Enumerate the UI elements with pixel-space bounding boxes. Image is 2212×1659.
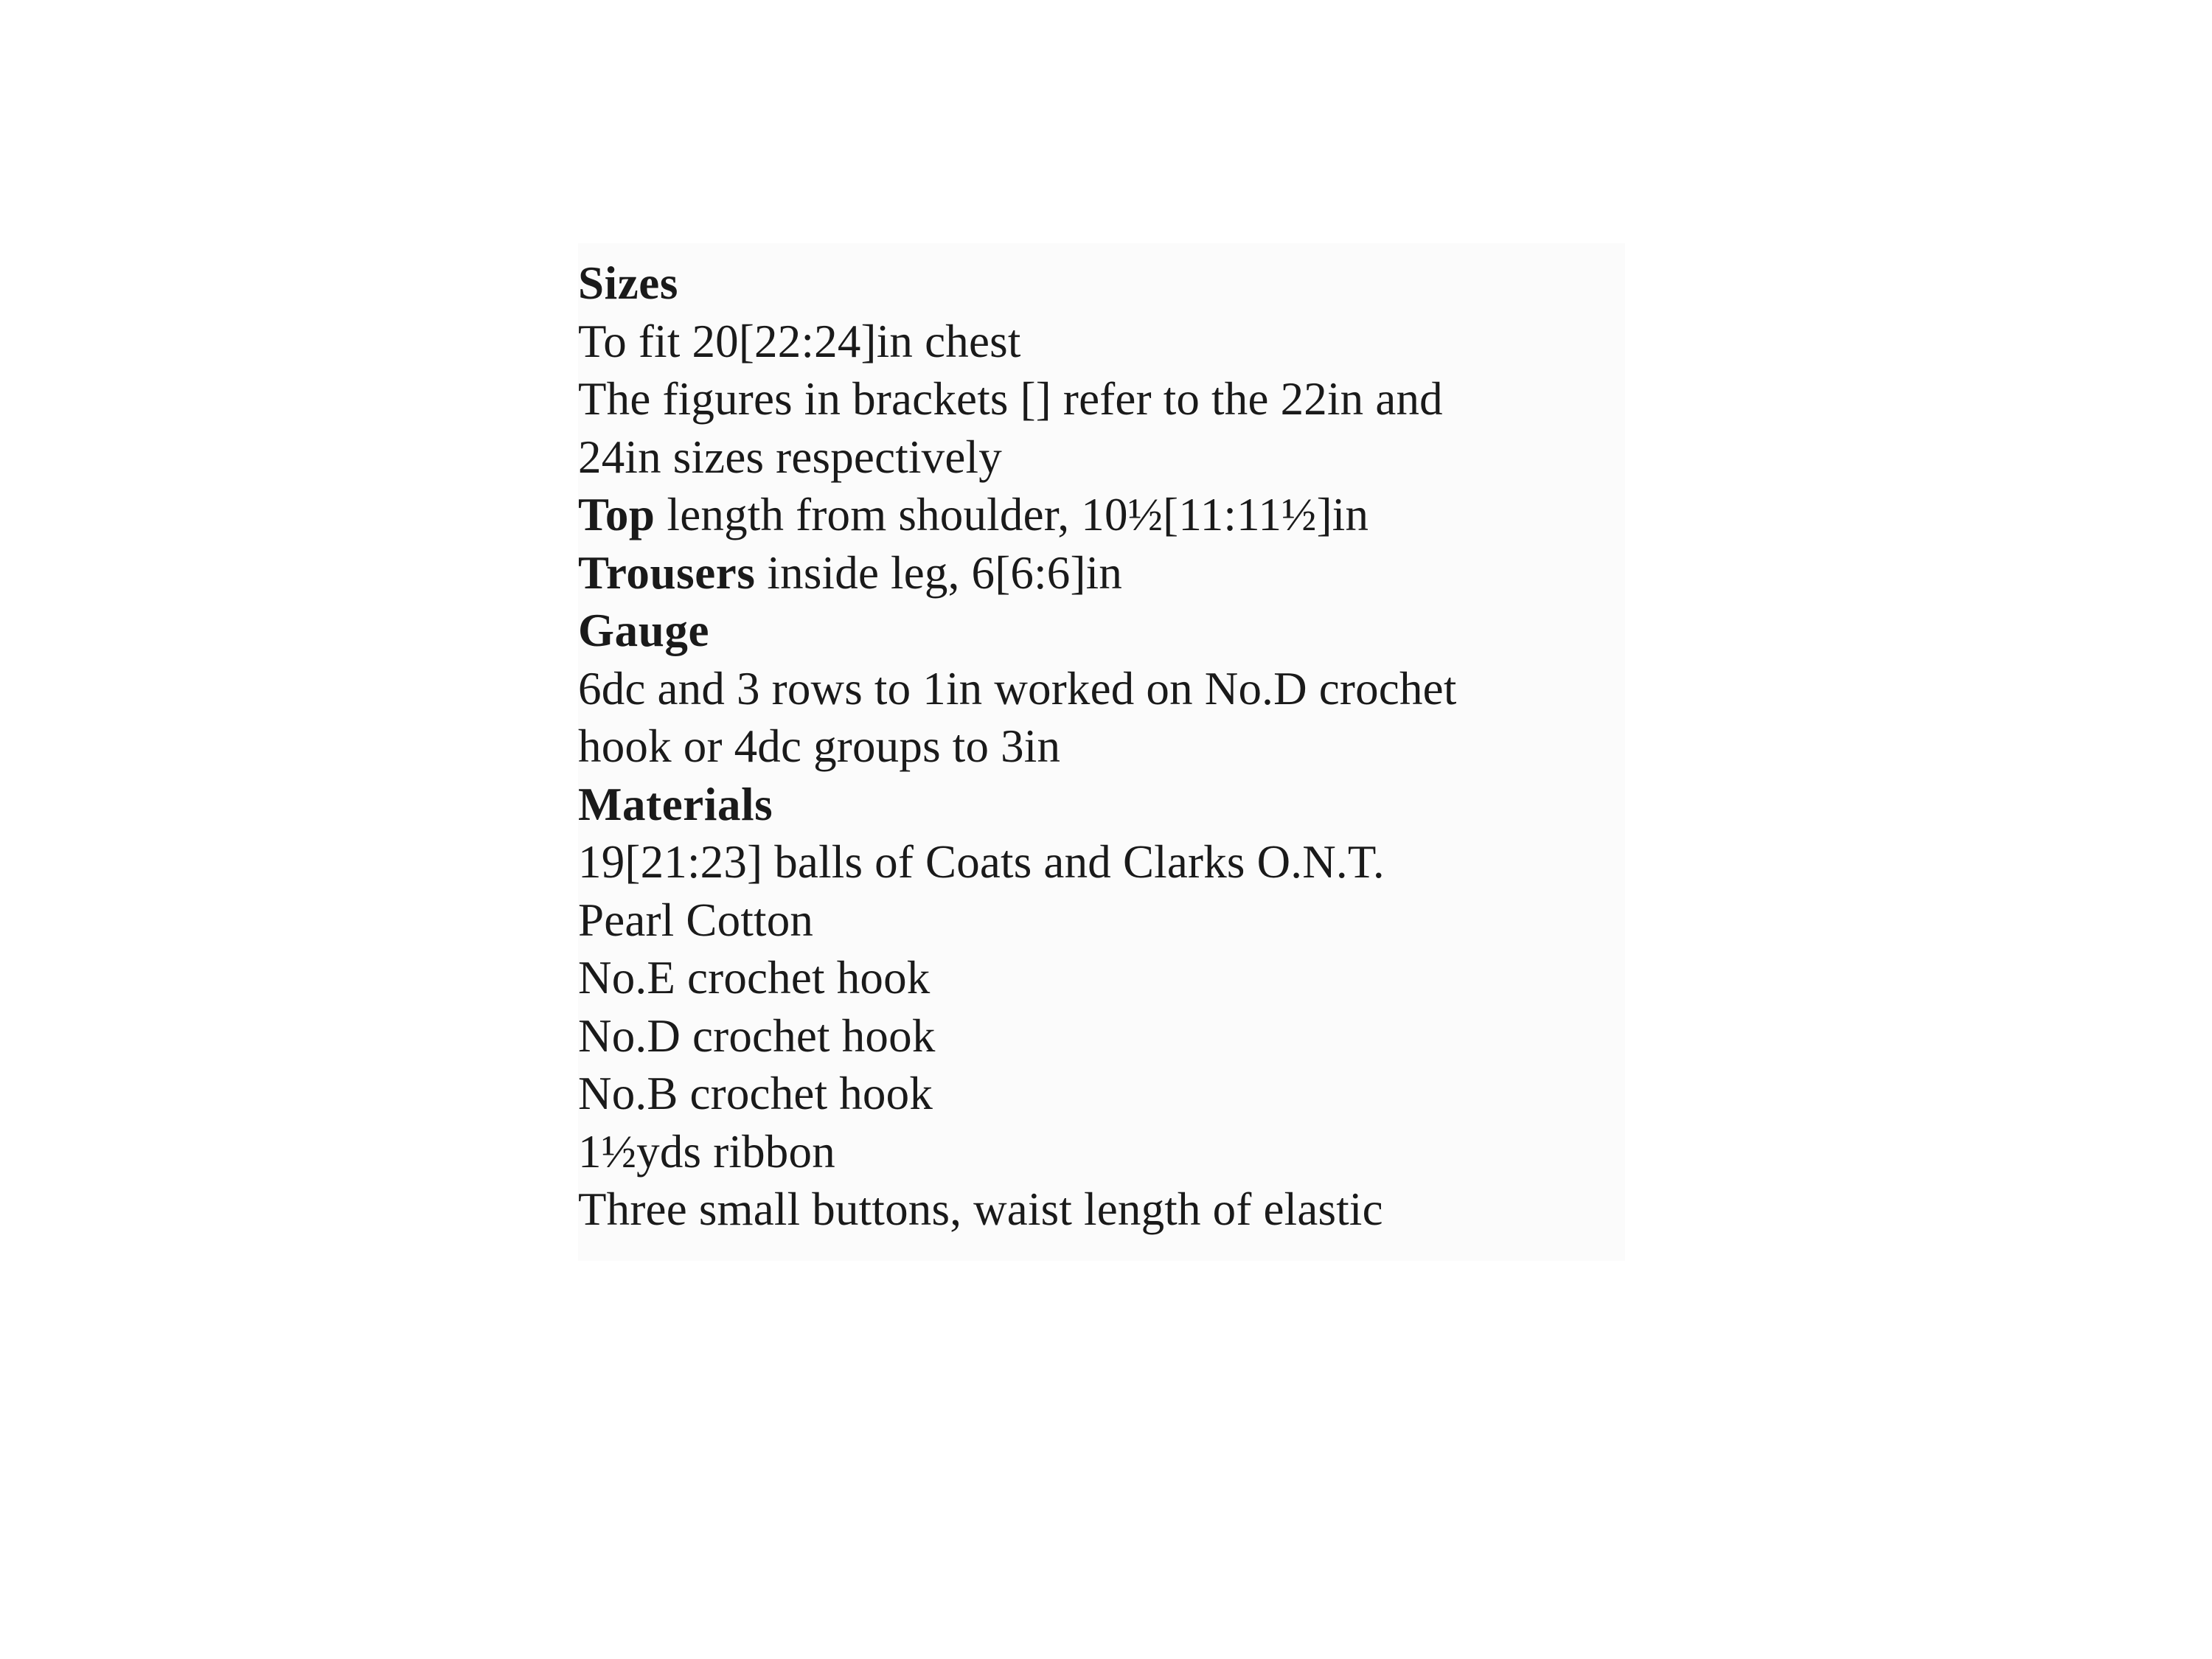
materials-item: No.E crochet hook <box>578 952 931 1004</box>
pattern-instructions <box>578 254 1640 1239</box>
materials-item: Pearl Cotton <box>578 894 814 946</box>
sizes-note-line-1: The figures in brackets [] refer to the 22in and <box>578 373 1443 425</box>
sizes-fit-line: To fit 20[22:24]in chest <box>578 315 1021 367</box>
top-length-line <box>578 486 1640 544</box>
materials-item: Three small buttons, waist length of elastic <box>578 1183 1383 1235</box>
materials-item: 1½yds ribbon <box>578 1125 835 1178</box>
materials-item: No.B crochet hook <box>578 1068 933 1119</box>
top-length-text: length from shoulder, 10½[11:11½]in <box>655 489 1369 540</box>
materials-item: No.D crochet hook <box>578 1009 936 1062</box>
top-label: Top <box>578 489 655 540</box>
materials-item: 19[21:23] balls of Coats and Clarks O.N.T. <box>578 836 1385 888</box>
sizes-heading: Sizes <box>578 257 678 309</box>
trousers-text: inside leg, 6[6:6]in <box>755 546 1123 599</box>
trousers-label: Trousers <box>578 546 756 599</box>
gauge-line-2: hook or 4dc groups to 3in <box>578 720 1061 772</box>
materials-heading: Materials <box>578 778 773 830</box>
trousers-line <box>578 544 1640 602</box>
gauge-heading: Gauge <box>578 605 710 656</box>
gauge-line-1: 6dc and 3 rows to 1in worked on No.D crochet <box>578 662 1457 714</box>
sizes-note-line-2: 24in sizes respectively <box>578 431 1002 483</box>
